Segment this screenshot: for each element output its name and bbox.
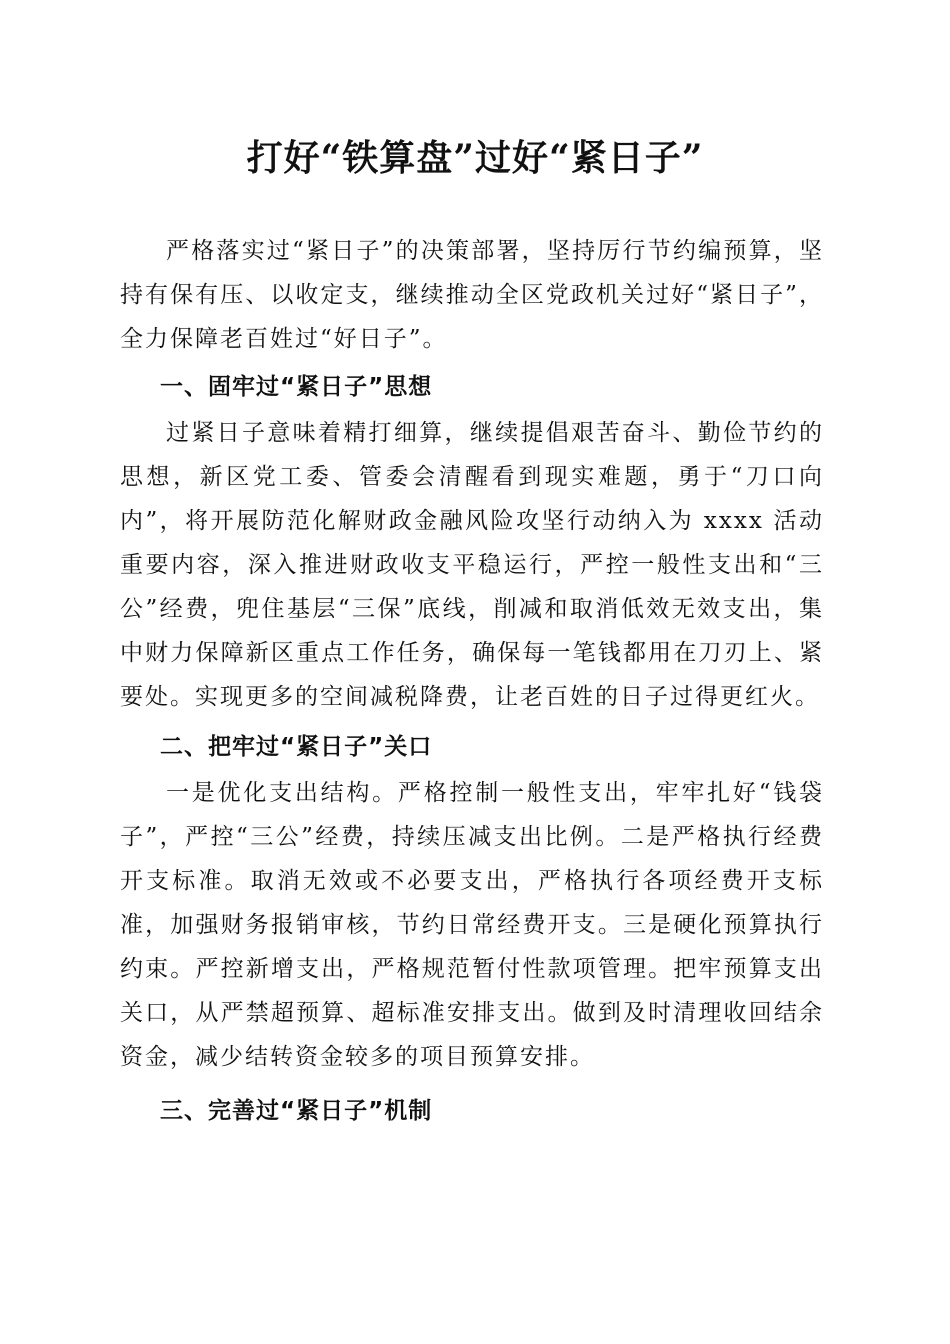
section-1-paragraph: 过紧日子意味着精打细算，继续提倡艰苦奋斗、勤俭节约的思想，新区党工委、管委会清醒看到现实难题，勇于“刀口向内”，将开展防范化解财政金融风险攻坚行动纳入为 xxxx 活动重要内容，深入推进财政收支平稳运行，严控一般性支出和“三公”经费，兜住基层“三保”底线，削减和取消低效无效支出，集中财力保障新区重点工作任务，确保每一笔钱都用在刀刃上、紧要处。实现更多的空间减税降费，让老百姓的日子过得更红火。 <box>120 420 824 710</box>
document-title: 打好“铁算盘”过好“紧日子” <box>246 137 704 179</box>
section-2-paragraph: 一是优化支出结构。严格控制一般性支出，牢牢扎好“钱袋子”，严控“三公”经费，持续压减支出比例。二是严格执行经费开支标准。取消无效或不必要支出，严格执行各项经费开支标准，加强财务报销审核，节约日常经费开支。三是硬化预算执行约束。严控新增支出，严格规范暂付性款项管理。把牢预算支出关口，从严禁超预算、超标准安排支出。做到及时清理收回结余资金，减少结转资金较多的项目预算安排。 <box>120 780 824 1070</box>
document-body <box>120 229 824 1133</box>
section-3-heading: 三、完善过“紧日子”机制 <box>160 1098 433 1124</box>
section-1-heading: 一、固牢过“紧日子”思想 <box>160 374 433 400</box>
section-2-heading: 二、把牢过“紧日子”关口 <box>160 734 433 760</box>
intro-paragraph: 严格落实过“紧日子”的决策部署，坚持厉行节约编预算，坚持有保有压、以收定支，继续推动全区党政机关过好“紧日子”，全力保障老百姓过“好日子”。 <box>120 238 824 352</box>
